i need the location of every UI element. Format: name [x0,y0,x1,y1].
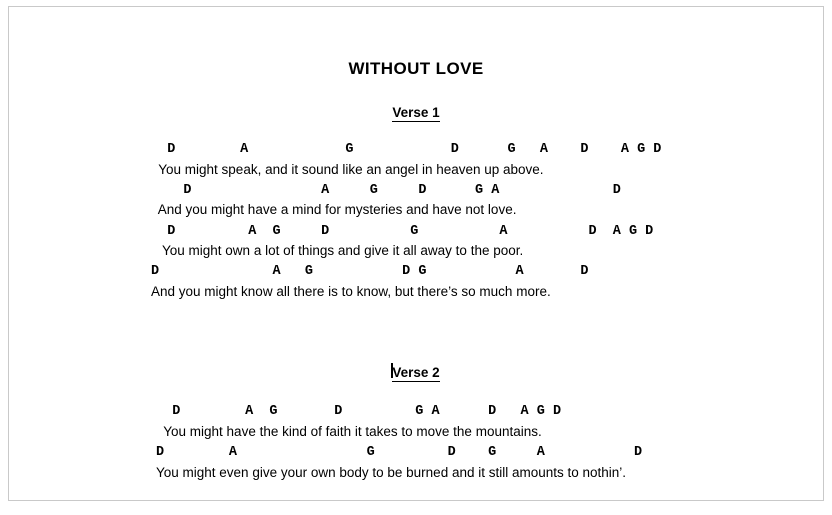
chord-lyric-line [151,262,681,302]
chord-lyric-line [151,140,681,180]
lyric-line: You might even give your own body to be burned and it still amounts to nothin’. [156,464,627,480]
page-title: WITHOUT LOVE [348,59,484,78]
chord-line: D A G D G A D [151,264,589,280]
chord-line: D A G D G A D A G D [151,223,654,239]
section-heading-verse-2-label: Verse 2 [392,365,440,381]
section-heading-verse-1-label: Verse 1 [392,105,440,120]
chord-line: D A G D G A D A G D [156,404,562,420]
chord-line: D A G D G A D [151,182,621,198]
chord-lyric-line [151,181,681,221]
verse-2-block [9,402,823,484]
chord-lyric-line [156,443,676,483]
lyric-line: You might speak, and it sound like an angel in heaven up above. [151,161,544,177]
chord-lyric-line [156,402,676,442]
chord-lyric-line [151,222,681,262]
chord-line: D A G D G A D A G D [151,142,662,157]
verse-1-block [9,140,823,303]
section-heading-verse-1 [9,105,823,120]
chord-line: D A G D G A D [156,445,643,461]
verse-spacer [9,303,823,339]
section-heading-verse-2 [9,365,823,380]
lyric-line: You might own a lot of things and give it all away to the poor. [151,243,524,259]
lyric-line: And you might know all there is to know, but there’s so much more. [151,284,551,299]
lyric-line: And you might have a mind for mysteries and have not love. [151,202,517,218]
lyric-line: You might have the kind of faith it takes to move the mountains. [156,423,542,439]
document-content [9,7,823,500]
